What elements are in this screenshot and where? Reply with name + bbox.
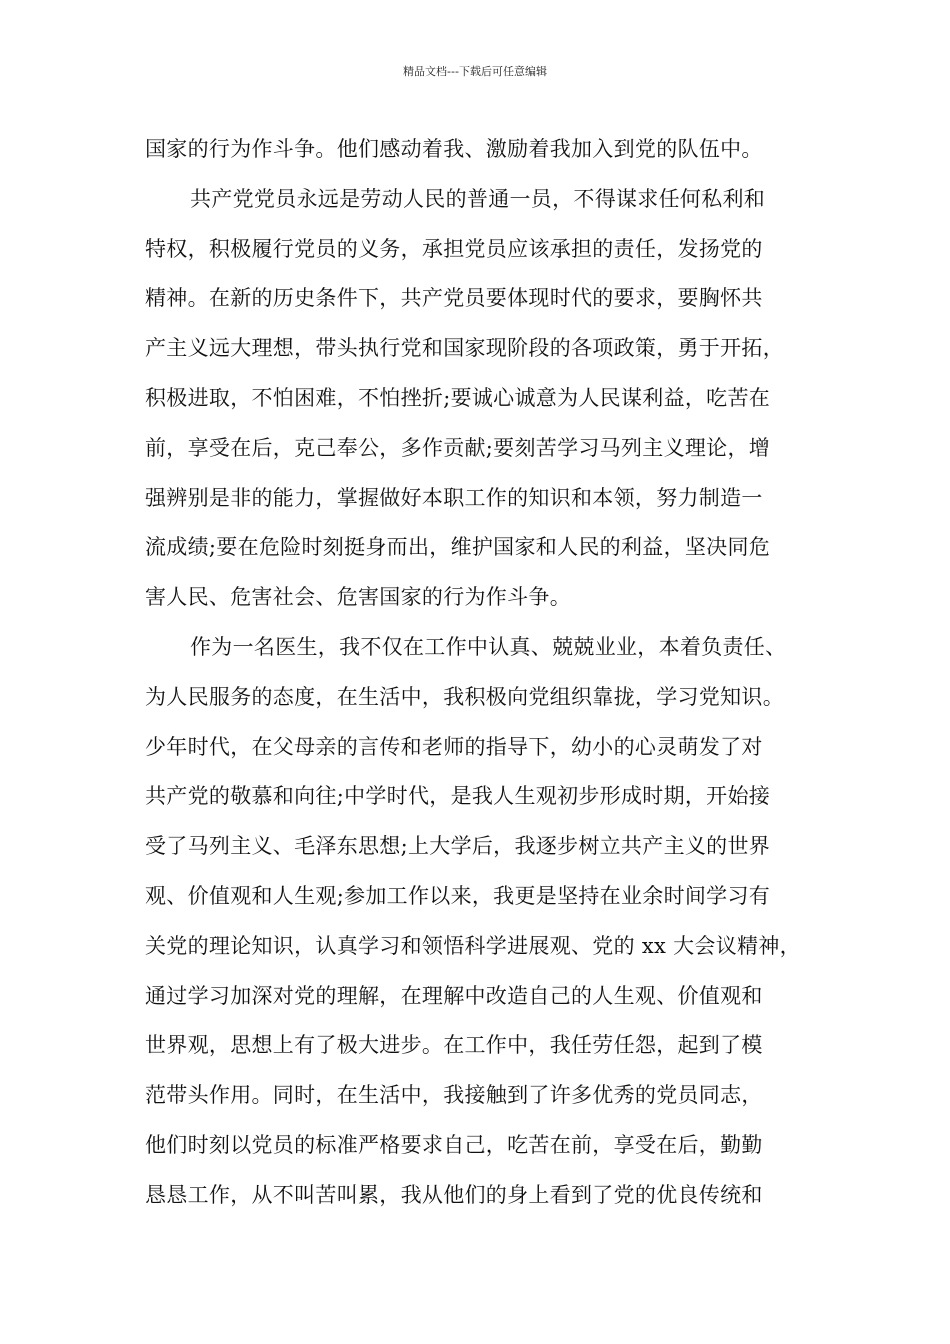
text-line: 前，享受在后，克己奉公，多作贡献;要刻苦学习马列主义理论，增	[145, 435, 771, 460]
paragraph-start-line: 作为一名医生，我不仅在工作中认真、兢兢业业，本着负责任、	[190, 634, 787, 659]
text-line: 精神。在新的历史条件下，共产党员要体现时代的要求，要胸怀共	[145, 286, 763, 311]
text-line: 为人民服务的态度，在生活中，我积极向党组织靠拢，学习党知识。	[145, 684, 784, 709]
text-line: 观、价值观和人生观;参加工作以来，我更是坚持在业余时间学习有	[145, 883, 771, 908]
page-header: 精品文档---下载后可任意编辑	[403, 65, 547, 78]
text-line: 共产党的敬慕和向往;中学时代，是我人生观初步形成时期，开始接	[145, 784, 771, 809]
text-line: 害人民、危害社会、危害国家的行为作斗争。	[145, 585, 571, 610]
text-line: 他们时刻以党员的标准严格要求自己，吃苦在前，享受在后，勤勤	[145, 1132, 763, 1157]
paragraph-start-line: 共产党党员永远是劳动人民的普通一员，不得谋求任何私利和	[190, 186, 766, 211]
text-line: 恳恳工作，从不叫苦叫累，我从他们的身上看到了党的优良传统和	[145, 1182, 763, 1207]
document-body	[145, 125, 825, 1221]
text-line: 特权，积极履行党员的义务，承担党员应该承担的责任，发扬党的	[145, 236, 763, 261]
text-line: 少年时代，在父母亲的言传和老师的指导下，幼小的心灵萌发了对	[145, 734, 763, 759]
text-line: 产主义远大理想，带头执行党和国家现阶段的各项政策，勇于开拓，	[145, 336, 784, 361]
text-line: 世界观，思想上有了极大进步。在工作中，我任劳任怨，起到了模	[145, 1033, 763, 1058]
text-line: 通过学习加深对党的理解，在理解中改造自己的人生观、价值观和	[145, 983, 763, 1008]
text-line: 积极进取，不怕困难，不怕挫折;要诚心诚意为人民谋利益，吃苦在	[145, 385, 771, 410]
text-line: 流成绩;要在危险时刻挺身而出，维护国家和人民的利益，坚决同危	[145, 535, 771, 560]
text-line: 范带头作用。同时，在生活中，我接触到了许多优秀的党员同志，	[145, 1083, 763, 1108]
text-line: 强辨别是非的能力，掌握做好本职工作的知识和本领，努力制造一	[145, 485, 763, 510]
text-line: 国家的行为作斗争。他们感动着我、激励着我加入到党的队伍中。	[145, 137, 763, 161]
text-line: 关党的理论知识，认真学习和领悟科学进展观、党的 xx 大会议精神，	[145, 933, 801, 958]
text-line: 受了马列主义、毛泽东思想;上大学后，我逐步树立共产主义的世界	[145, 834, 771, 859]
